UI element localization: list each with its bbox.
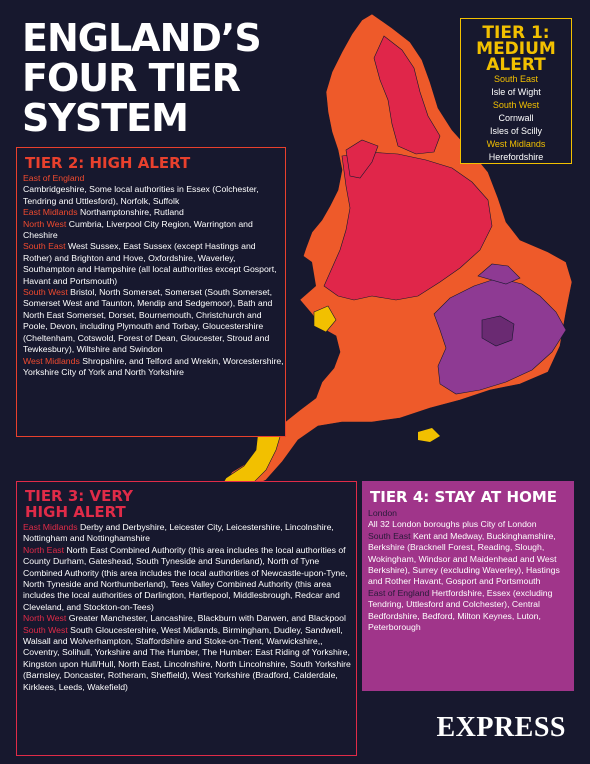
tier2-region-name: South West [23,287,68,298]
tier3-entry [23,625,356,693]
express-logo: EXPRESS [436,712,566,743]
tier2-region-name: East of England [23,173,85,183]
tier4-region-name: London [368,508,397,518]
tier3-areas: Greater Manchester, Lancashire, Blackburn with Darwen, and Blackpool [68,613,346,624]
tier3-heading-line: HIGH ALERT [25,503,126,521]
tier4-box [362,481,574,691]
tier2-list [23,173,285,378]
tier2-entry [23,173,285,207]
tier1-area: Herefordshire [488,152,544,162]
tier3-entry [23,522,356,545]
tier3-entry [23,545,356,613]
tier1-region-name: West Midlands [486,139,546,149]
tier1-isle-of-wight [418,428,440,442]
tier2-region-name: West Midlands [23,355,80,366]
tier4-areas: Kent and Medway, Buckinghamshire, Berkshire (Bracknell Forest, Reading, Slough, Wokingham, Windsor and Maidenhead and West Berkshire), Surrey (excluding Waverley), Hastings and Rother Havant, Gosport and Portsmouth [368,530,560,587]
tier2-areas: Northamptonshire, Rutland [80,207,184,218]
tier1-area: Cornwall [498,113,534,123]
tier3-box [16,481,357,756]
tier3-areas: Derby and Derbyshire, Leicester City, Leicestershire, Lincolnshire, Nottingham and Nottinghamshire [23,522,334,544]
tier4-areas: All 32 London boroughs plus City of London [368,519,537,530]
tier3-areas: South Gloucestershire, West Midlands, Birmingham, Dudley, Sandwell, Walsall and Wolverhampton, Staffordshire and Stoke-on-Trent, Warwickshire,, Coventry, Solihull, Yorkshire and The Humber, The Humber: East Riding of Yorkshire, Kingston upon Hull/Hull, North East, Lincolnshire, North Lincolnshire, South Yorkshire (Barnsley, Doncaster, Rotheram, Sheffield), West Yorkshire (Bradford, Calderdale, Kirklees, Leeds, Wakefield) [23,624,351,692]
tier2-region-name: South East [23,241,66,252]
tier2-region-name: North West [23,218,67,229]
tier2-areas: Cambridgeshire, Some local authorities in Essex (Colchester, Tendring and Uttlesford), Norfolk, Suffolk [23,184,259,206]
tier3-region-name: South West [23,624,68,635]
tier2-region-name: East Midlands [23,207,78,218]
tier2-entry [23,219,285,242]
tier3-entry [23,613,356,624]
tier1-list [461,73,571,164]
tier2-heading: TIER 2: HIGH ALERT [25,154,191,172]
tier3-heading-line: TIER 3: VERY [25,487,133,505]
tier1-box [460,18,572,164]
tier2-box [16,147,286,437]
tier3-region-name: North East [23,544,65,555]
tier2-entry [23,356,285,379]
tier1-region-name: South West [492,100,540,110]
tier3-areas: North East Combined Authority (this area includes the local authorities of County Durham, Gateshead, South Tyneside and Sunderland), North of Tyne Combined Authority (this area includes the local authorities of Newcastle-upon-Tyne, North Tyneside and Northumberland), Tees Valley Combined Authority (this area includes the local authorities of Darlington, Hartlepool, Middlesbrough, Redcar and Cleveland, and Stockton-on-Tees) [23,544,348,612]
tier3-region-name: North West [23,613,67,624]
title-line-2: FOUR TIER [22,56,240,100]
tier1-heading-line: TIER 1: [482,23,550,43]
tier1-heading [461,25,571,73]
tier3-list [23,522,356,693]
tier3-heading [25,488,356,520]
tier1-region-name: South East [493,74,539,84]
tier4-list [368,508,574,633]
title-line-3: SYSTEM [22,96,188,140]
tier4-entry [368,588,574,634]
tier4-heading: TIER 4: STAY AT HOME [370,488,557,506]
tier2-entry [23,287,285,355]
tier2-entry [23,207,285,218]
tier1-area: Isles of Scilly [489,126,542,136]
tier4-areas: Hertfordshire, Essex (excluding Tendring, Uttlesford and Colchester), Central Bedfordshire, Bedford, Milton Keynes, Luton, Peterborough [368,587,553,633]
tier2-areas: West Sussex, East Sussex (except Hastings and Rother) and Brighton and Hove, Oxfordshire, Waverley, Southampton and Hampshire (all local authorities except Gosport, Havant and Portsmouth) [23,241,277,286]
tier2-areas: Cumbria, Liverpool City Region, Warrington and Cheshire [23,218,253,241]
tier3-region-name: East Midlands [23,522,78,532]
tier1-heading-line: MEDIUM [476,39,556,59]
tier1-area: Isle of Wight [491,87,541,97]
tier2-areas: Shropshire, and Telford and Wrekin, Worcestershire, Yorkshire City of York and North Yorkshire [23,355,284,377]
tier1-heading-line: ALERT [486,55,546,75]
tier4-entry [368,508,574,531]
page-title [22,18,322,138]
tier2-entry [23,241,285,287]
tier4-region-name: East of England [368,587,430,598]
tier2-areas: Bristol, North Somerset, Somerset (South Somerset, Somerset West and Taunton, Mendip and Sedgemoor), Bath and North East Somerset, Dorset, Bournemouth, Christchurch and Poole, Devon, including Plymouth and Torbay, Gloucestershire (Cheltenham, Cotswold, Forest of Dean, Gloucester, Stroud and Tewkesbury), Wiltshire and Swindon [23,287,273,355]
tier4-region-name: South East [368,530,411,541]
tier4-entry [368,531,574,588]
title-line-1: ENGLAND’S [22,16,261,60]
